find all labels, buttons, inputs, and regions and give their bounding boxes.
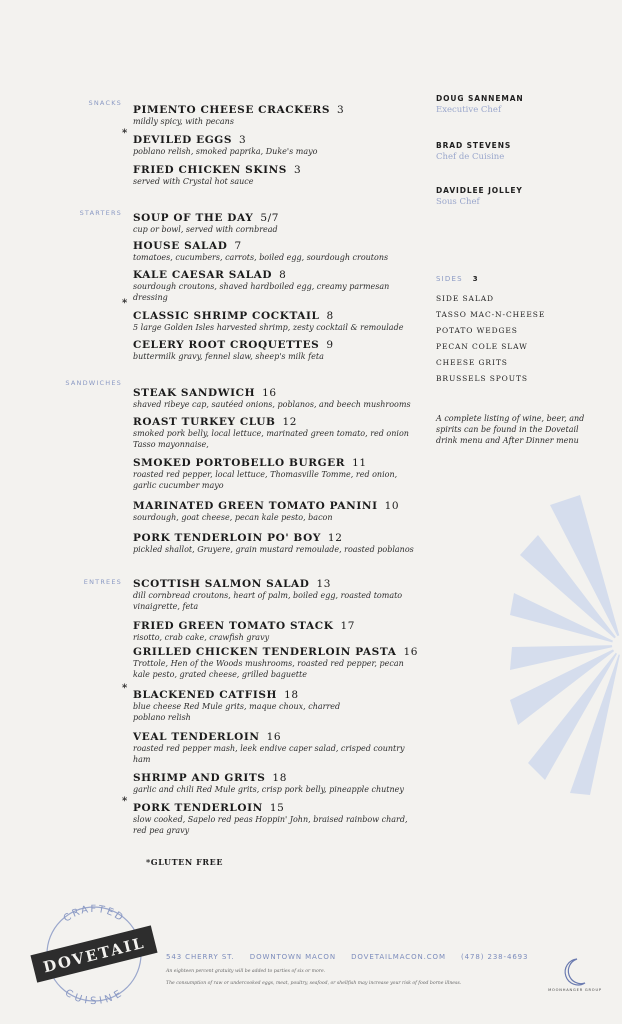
footer-website[interactable]: DOVETAILMACON.COM	[351, 953, 446, 961]
menu-item	[133, 640, 423, 680]
item-title: BLACKENED CATFISH 18	[133, 689, 299, 701]
side-item: CHEESE GRITS	[436, 358, 508, 367]
item-title: PORK TENDERLOIN 15	[133, 802, 285, 814]
item-title: ROAST TURKEY CLUB 12	[133, 416, 298, 428]
item-title: PORK TENDERLOIN PO' BOY 12	[133, 532, 343, 544]
dovetail-logo	[22, 896, 162, 1006]
menu-item	[122, 298, 423, 334]
item-description: mildly spicy, with pecans	[133, 117, 234, 126]
staff-role: Sous Chef	[436, 197, 480, 207]
svg-text:DOVETAIL: DOVETAIL	[41, 933, 148, 977]
staff-name: BRAD STEVENS	[436, 141, 512, 150]
drink-menu-note: A complete listing of wine, beer, and spirits can be found in the Dovetail drink menu and After Dinner menu	[436, 414, 585, 445]
menu-item	[133, 206, 423, 236]
menu-item	[133, 333, 423, 363]
item-title: PIMENTO CHEESE CRACKERS 3	[133, 104, 345, 116]
item-title: KALE CAESAR SALAD 8	[133, 269, 287, 281]
staff-role: Executive Chef	[436, 105, 502, 115]
menu-item	[133, 526, 423, 556]
item-description: slow cooked, Sapelo red peas Hoppin' John, braised rainbow chard, red pea gravy	[133, 815, 408, 835]
svg-text:CRAFTED: CRAFTED	[61, 903, 127, 925]
item-description: garlic and chili Red Mule grits, crisp pork belly, pineapple chutney	[133, 785, 404, 794]
menu-item	[133, 451, 423, 491]
staff-role: Chef de Cuisine	[436, 152, 505, 162]
menu-item	[133, 234, 423, 264]
item-title: CLASSIC SHRIMP COCKTAIL 8	[133, 310, 334, 322]
item-title: FRIED GREEN TOMATO STACK 17	[133, 620, 355, 632]
gluten-free-mark: *	[122, 298, 128, 309]
item-description: served with Crystal hot sauce	[133, 177, 254, 186]
item-title: DEVILED EGGS 3	[133, 134, 247, 146]
item-description: 5 large Golden Isles harvested shrimp, zesty cocktail & remoulade	[133, 323, 404, 332]
menu-item	[133, 410, 423, 450]
footer-phone[interactable]: (478) 238-4693	[461, 953, 529, 961]
section-label-snacks: SNACKS	[88, 99, 122, 107]
item-description: sourdough croutons, shaved hardboiled egg, creamy parmesan dressing	[133, 282, 390, 302]
item-title: SHRIMP AND GRITS 18	[133, 772, 287, 784]
menu-item	[133, 381, 423, 411]
footer-address: 543 CHERRY ST.	[166, 953, 235, 961]
item-description: roasted red pepper, local lettuce, Thomasville Tomme, red onion, garlic cucumber mayo	[133, 470, 398, 490]
gluten-free-mark: *	[122, 683, 128, 694]
item-title: VEAL TENDERLOIN 16	[133, 731, 282, 743]
menu-item	[133, 98, 423, 128]
item-description: sourdough, goat cheese, pecan kale pesto, bacon	[133, 513, 333, 522]
menu-item	[122, 128, 423, 158]
side-item: SIDE SALAD	[436, 294, 494, 303]
gratuity-notice: An eighteen percent gratuity will be added to parties of six or more.	[166, 969, 326, 974]
section-label-starters: STARTERS	[79, 209, 122, 217]
item-title: MARINATED GREEN TOMATO PANINI 10	[133, 500, 400, 512]
item-description: blue cheese Red Mule grits, maque choux, charred poblano relish	[133, 702, 341, 722]
side-item: PECAN COLE SLAW	[436, 342, 528, 351]
item-title: SCOTTISH SALMON SALAD 13	[133, 578, 332, 590]
footer-contact	[166, 953, 540, 961]
sides-heading: SIDES 3	[436, 275, 479, 283]
staff-name: DOUG SANNEMAN	[436, 94, 524, 103]
menu-item	[122, 683, 423, 723]
side-item: TASSO MAC-N-CHEESE	[436, 310, 546, 319]
item-title: SOUP OF THE DAY 5/7	[133, 212, 280, 224]
menu-item	[122, 796, 423, 836]
item-description: poblano relish, smoked paprika, Duke's mayo	[133, 147, 318, 156]
section-label-sandwiches: SANDWICHES	[65, 379, 122, 387]
menu-item	[133, 494, 423, 524]
item-title: GRILLED CHICKEN TENDERLOIN PASTA 16	[133, 646, 419, 658]
menu-item	[133, 725, 423, 765]
side-item: BRUSSELS SPOUTS	[436, 374, 528, 383]
starburst-decoration	[510, 495, 622, 795]
menu-item	[133, 158, 423, 188]
item-title: SMOKED PORTOBELLO BURGER 11	[133, 457, 367, 469]
gluten-free-mark: *	[122, 128, 128, 139]
item-description: tomatoes, cucumbers, carrots, boiled egg, sourdough croutons	[133, 253, 389, 262]
item-description: roasted red pepper mash, leek endive caper salad, crisped country ham	[133, 744, 405, 764]
item-description: risotto, crab cake, crawfish gravy	[133, 633, 270, 642]
svg-text:CUISINE: CUISINE	[62, 987, 126, 1006]
menu-item	[133, 766, 423, 796]
staff-entry	[436, 141, 606, 162]
side-item: POTATO WEDGES	[436, 326, 518, 335]
moon-icon	[555, 955, 595, 991]
staff-entry	[436, 186, 606, 207]
item-title: FRIED CHICKEN SKINS 3	[133, 164, 302, 176]
section-label-entrees: ENTREES	[83, 578, 122, 586]
staff-name: DAVIDLEE JOLLEY	[436, 186, 523, 195]
moonhanger-wordmark: MOONHANGER GROUP	[548, 988, 602, 992]
menu-item	[133, 263, 423, 303]
item-title: STEAK SANDWICH 16	[133, 387, 277, 399]
item-description: shaved ribeye cap, sautéed onions, poblanos, and beech mushrooms	[133, 400, 411, 409]
item-description: dill cornbread croutons, heart of palm, boiled egg, roasted tomato vinaigrette, feta	[133, 591, 403, 611]
item-title: CELERY ROOT CROQUETTES 9	[133, 339, 334, 351]
item-description: buttermilk gravy, fennel slaw, sheep's milk feta	[133, 352, 324, 361]
staff-entry	[436, 94, 606, 115]
item-description: pickled shallot, Gruyere, grain mustard remoulade, roasted poblanos	[133, 545, 414, 554]
menu-item	[133, 572, 423, 612]
item-description: smoked pork belly, local lettuce, marinated green tomato, red onion Tasso mayonnaise,	[133, 429, 409, 449]
item-description: Trottole, Hen of the Woods mushrooms, roasted red pepper, pecan kale pesto, grated cheese, grilled baguette	[133, 659, 404, 679]
item-title: HOUSE SALAD 7	[133, 240, 242, 252]
item-description: cup or bowl, served with cornbread	[133, 225, 278, 234]
gluten-free-mark: *	[122, 796, 128, 807]
consumption-warning: The consumption of raw or undercooked eggs, meat, poultry, seafood, or shellfish may increase your risk of food borne illness.	[166, 981, 462, 986]
gluten-free-legend: *GLUTEN FREE	[146, 857, 224, 867]
footer-area: DOWNTOWN MACON	[249, 953, 336, 961]
